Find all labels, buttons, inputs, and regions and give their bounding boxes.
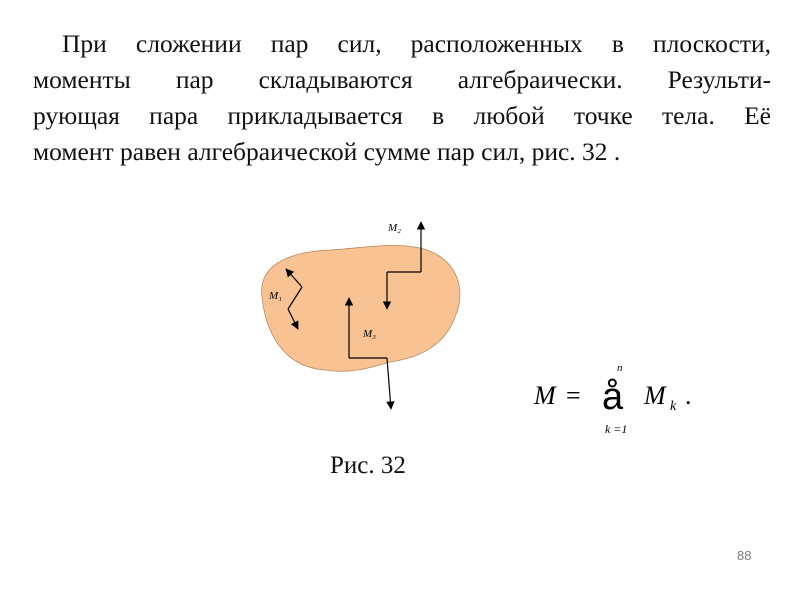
label-m1: M₁ (269, 290, 282, 302)
label-m2: M₂ (388, 222, 401, 234)
formula-sum-symbol: å (602, 376, 624, 418)
paragraph-line-2: моменты пар складываются алгебраически. Результи- (33, 65, 771, 94)
page-number: 88 (737, 548, 752, 563)
force-couples-figure (250, 212, 480, 417)
paragraph-line-1: При сложении пар сил, расположенных в плоскости, (62, 29, 771, 58)
label-m3: M₃ (363, 328, 376, 340)
formula-lower-limit: k =1 (605, 422, 628, 436)
paragraph-line-4: момент равен алгебраической сумме пар сил, рис. 32 . (33, 137, 621, 166)
formula-term: M (644, 381, 666, 410)
formula-period: . (685, 381, 692, 410)
paragraph-line-3: рующая пара прикладывается в любой точке тела. Её (33, 101, 771, 130)
rigid-body-shape (262, 245, 460, 371)
formula-lhs: M (534, 381, 556, 410)
formula-term-subscript: k (670, 399, 677, 414)
figure-caption: Рис. 32 (330, 452, 406, 479)
formula-equals: = (566, 381, 581, 410)
moment-sum-formula (520, 358, 720, 438)
formula-upper-limit: n (617, 362, 623, 374)
body-paragraph (33, 26, 771, 170)
